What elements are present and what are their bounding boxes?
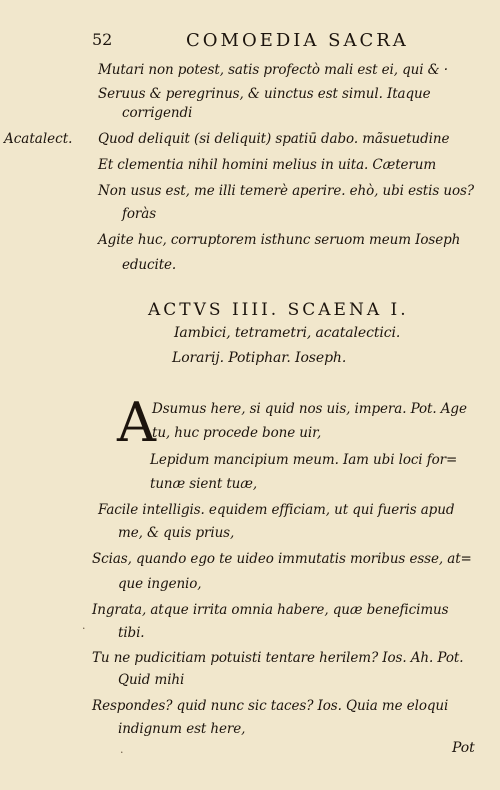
text-line: Dsumus here, si quid nos uis, impera. Pot. Age [152, 401, 467, 417]
text-line: Facile intelligis. equidem efficiam, ut qui fueris apud [98, 502, 455, 518]
text-line: tunæ sient tuæ, [150, 476, 258, 492]
text-line: tu, huc procede bone uir, [152, 425, 322, 441]
text-line: tibi. [118, 625, 145, 641]
text-line: Tu ne pudicitiam potuisti tentare herilem? Ios. Ah. Pot. [92, 650, 464, 666]
text-line: Ingrata, atque irrita omnia habere, quæ beneficimus [92, 602, 449, 618]
text-line: Agite huc, corruptorem isthunc seruom meum Ioseph [98, 232, 461, 248]
text-line: Mutari non potest, satis profectò mali est ei, qui & · [98, 62, 448, 78]
text-line: Seruus & peregrinus, & uinctus est simul. Itaque [98, 86, 431, 102]
text-line: foràs [122, 206, 157, 222]
text-line: Et clementia nihil homini melius in uita. Cæterum [98, 157, 437, 173]
text-line: Lepidum mancipium meum. Iam ubi loci for= [150, 452, 458, 468]
text-line: Quid mihi [118, 672, 185, 688]
catchword: Pot [452, 740, 475, 756]
text-line: corrigendi [122, 105, 193, 121]
text-line: Quod deliquit (si deliquit) spatiū dabo. mãsuetudine [98, 131, 450, 147]
text-line: educite. [122, 257, 177, 273]
drop-cap: A [117, 391, 156, 454]
text-line: que ingenio, [118, 576, 202, 592]
text-line: Scias, quando ego te uideo immutatis moribus esse, at= [92, 551, 472, 567]
margin-note: Acatalect. [4, 131, 73, 147]
text-line: Non usus est, me illi temerè aperire. ehò, ubi estis uos? [98, 183, 474, 199]
stray-mark: · [82, 622, 86, 635]
speakers-line: Lorarij. Potiphar. Ioseph. [172, 350, 347, 366]
stray-mark: . [120, 743, 124, 756]
meter-line: Iambici, tetrametri, acatalectici. [174, 325, 401, 341]
text-line: Respondes? quid nunc sic taces? Ios. Quia me eloqui [92, 698, 449, 714]
scene-heading: ACTVS IIII. SCAENA I. [148, 300, 409, 320]
text-line: indignum est here, [118, 721, 246, 737]
page-number: 52 [92, 30, 113, 49]
running-title: COMOEDIA SACRA [186, 30, 409, 51]
text-line: me, & quis prius, [118, 525, 235, 541]
